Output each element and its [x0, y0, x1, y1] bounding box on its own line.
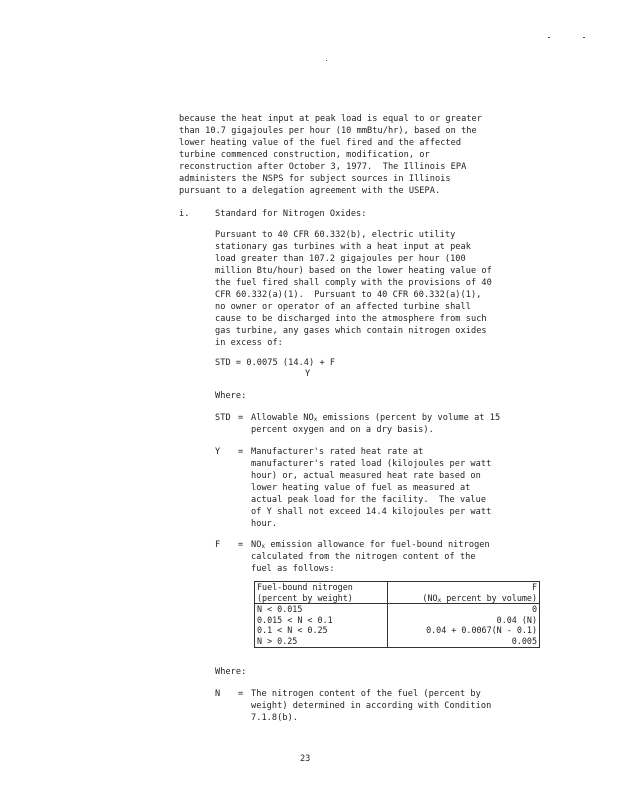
section-title: Standard for Nitrogen Oxides: — [215, 209, 367, 219]
def-f-text-b: emission allowance for fuel-bound nitrogen — [265, 540, 490, 550]
def-y-line: hour) or, actual measured heat rate based on — [251, 471, 481, 481]
intro-line: turbine commenced construction, modification, or — [179, 150, 430, 160]
def-f-text-a: NO — [251, 540, 262, 550]
def-equals: = — [238, 540, 244, 550]
table-header-cell — [388, 593, 540, 604]
formula-denominator: Y — [305, 369, 311, 379]
def-y-line: hour. — [251, 519, 278, 529]
def-std-line — [251, 412, 500, 424]
table-header-row — [255, 593, 540, 604]
para-line: cause to be discharged into the atmosphere from such — [215, 314, 487, 324]
fuel-nitrogen-table — [254, 581, 540, 648]
def-n-line: weight) determined in according with Condition — [251, 701, 492, 711]
def-n-line: The nitrogen content of the fuel (percent by — [251, 689, 481, 699]
para-line: in excess of: — [215, 338, 283, 348]
table-header-row — [255, 582, 540, 593]
table-cell-f: 0.04 (N) — [496, 614, 537, 625]
para-line: the fuel fired shall comply with the provisions of 40 — [215, 278, 492, 288]
para-line: stationary gas turbines with a heat input at peak — [215, 242, 471, 252]
table-row — [255, 604, 540, 615]
header-text-a: (NO — [422, 592, 438, 603]
def-f-line: fuel as follows: — [251, 564, 335, 574]
header-text-b: percent by volume) — [441, 592, 537, 603]
formula-line: STD = 0.0075 (14.4) + F — [215, 358, 336, 368]
def-std-subscript: x — [313, 416, 318, 423]
table-header-cell: F — [531, 582, 537, 592]
def-symbol: F — [215, 540, 221, 550]
header-subscript: x — [437, 596, 442, 604]
table-row — [255, 615, 540, 626]
intro-line: administers the NSPS for subject sources in Illinois — [179, 174, 451, 184]
def-symbol: STD — [215, 413, 231, 423]
page-number: 23 — [300, 754, 311, 764]
def-std-text-a: Allowable NO — [251, 413, 314, 423]
scan-mark — [326, 60, 327, 61]
table-cell-f: 0.005 — [511, 635, 537, 646]
def-f-line: calculated from the nitrogen content of the — [251, 552, 476, 562]
table-cell-nitrogen: 0.1 < N < 0.25 — [255, 625, 388, 636]
def-y-line: lower heating value of fuel as measured at — [251, 483, 471, 493]
table-cell-nitrogen: N < 0.015 — [255, 604, 388, 615]
def-y-line: manufacturer's rated load (kilojoules per watt — [251, 459, 492, 469]
scan-mark — [548, 37, 550, 38]
intro-line: lower heating value of the fuel fired and the affected — [179, 138, 462, 148]
table-cell-nitrogen: N > 0.25 — [255, 636, 388, 647]
para-line: million Btu/hour) based on the lower heating value of — [215, 266, 492, 276]
scan-mark — [583, 37, 585, 38]
def-std-line: percent oxygen and on a dry basis). — [251, 425, 434, 435]
table-cell-f: 0.04 + 0.0067(N - 0.1) — [426, 625, 537, 636]
where-label: Where: — [215, 667, 247, 677]
table-header-cell: (percent by weight) — [255, 593, 388, 604]
table-cell-f: 0 — [531, 604, 537, 615]
def-std-text-b: emissions (percent by volume at 15 — [317, 413, 501, 423]
def-equals: = — [238, 447, 244, 457]
def-symbol: N — [215, 689, 221, 699]
para-line: load greater than 107.2 gigajoules per hour (100 — [215, 254, 466, 264]
intro-line: than 10.7 gigajoules per hour (10 mmBtu/hr), based on the — [179, 126, 477, 136]
table-cell-nitrogen: 0.015 < N < 0.1 — [255, 615, 388, 626]
def-n-line: 7.1.8(b). — [251, 713, 299, 723]
para-line: no owner or operator of an affected turbine shall — [215, 302, 471, 312]
intro-line: pursuant to a delegation agreement with the USEPA. — [179, 186, 441, 196]
table-row — [255, 625, 540, 636]
para-line: gas turbine, any gases which contain nitrogen oxides — [215, 326, 487, 336]
def-f-line — [251, 539, 490, 551]
table-row — [255, 636, 540, 647]
intro-line: because the heat input at peak load is equal to or greater — [179, 114, 482, 124]
def-equals: = — [238, 689, 244, 699]
where-label: Where: — [215, 391, 247, 401]
table-header-cell: Fuel-bound nitrogen — [255, 582, 388, 593]
section-number: i. — [179, 209, 190, 219]
para-line: CFR 60.332(a)(1). Pursuant to 40 CFR 60.332(a)(1), — [215, 290, 482, 300]
intro-line: reconstruction after October 3, 1977. The Illinois EPA — [179, 162, 467, 172]
def-equals: = — [238, 413, 244, 423]
def-y-line: of Y shall not exceed 14.4 kilojoules per watt — [251, 507, 492, 517]
def-y-line: Manufacturer's rated heat rate at — [251, 447, 424, 457]
def-f-subscript: x — [261, 543, 266, 550]
def-y-line: actual peak load for the facility. The value — [251, 495, 487, 505]
def-symbol: Y — [215, 447, 221, 457]
para-line: Pursuant to 40 CFR 60.332(b), electric utility — [215, 230, 456, 240]
